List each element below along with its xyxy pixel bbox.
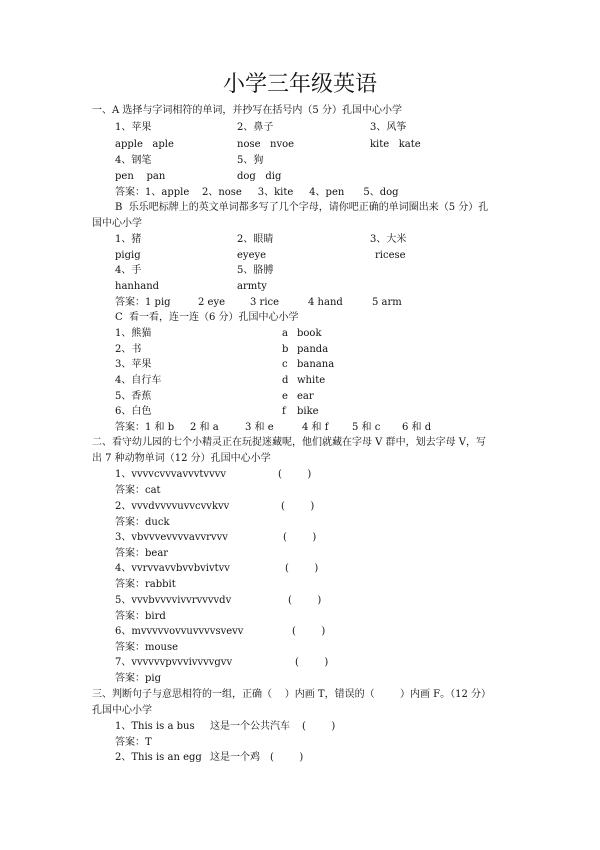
answer-part: 5 和 c — [352, 422, 381, 433]
section-1b-heading-cont: 国中心小学 — [92, 218, 142, 229]
match-right: ear — [297, 391, 314, 402]
match-letter: b — [282, 344, 289, 355]
answer-blank: ( ) — [295, 657, 329, 668]
section-1c-heading: C 看一看，连一连（6 分）孔国中心小学 — [115, 312, 299, 323]
section-3-heading-cont: 孔国中心小学 — [92, 705, 152, 716]
answer-line: 答案：T — [115, 737, 152, 748]
match-right: bike — [297, 406, 319, 417]
answer-line: 答案：1、apple 2、nose 3、kite 4、pen 5、dog — [115, 187, 399, 198]
page-title: 小学三年级英语 — [222, 72, 377, 97]
match-right: banana — [297, 359, 335, 370]
sentence-en: 1、This is a bus — [115, 721, 195, 732]
answer-blank: ( ) — [281, 501, 315, 512]
item-cn: 3、大米 — [370, 234, 407, 245]
answer-line: 答案：duck — [115, 517, 170, 528]
answer-part: 5 arm — [372, 297, 402, 308]
match-right: panda — [297, 344, 329, 355]
item-options: pen pan — [115, 171, 166, 182]
section-2-heading-cont: 出 7 种动物单词（12 分）孔国中心小学 — [92, 453, 271, 464]
item-word: ricese — [375, 250, 406, 261]
sentence-cn: 这是一个公共汽车 — [210, 721, 290, 732]
match-letter: a — [282, 328, 288, 339]
answer-part: 3 rice — [250, 297, 280, 308]
match-right: book — [297, 328, 322, 339]
answer-line: 答案：pig — [115, 673, 162, 684]
answer-line: 答案：rabbit — [115, 579, 176, 590]
question-line: 3、vbvvvevvvvavvrvvv — [115, 532, 228, 543]
question-line: 1、vvvvcvvvavvvtvvvv — [115, 469, 227, 480]
match-left: 4、自行车 — [115, 375, 162, 386]
match-left: 2、书 — [115, 344, 142, 355]
sentence-cn: 这是一个鸡 — [210, 752, 260, 763]
section-3-heading: 三、判断句子与意思相符的一组，正确（ ）内画 T，错误的（ ）内画 F。（12 分） — [92, 689, 492, 700]
item-cn: 5、狗 — [237, 155, 264, 166]
sentence-en: 2、This is an egg — [115, 752, 202, 763]
answer-line: 答案：mouse — [115, 642, 178, 653]
item-options: kite kate — [370, 139, 421, 150]
answer-line: 答案：bird — [115, 611, 166, 622]
item-cn: 5、胳膊 — [237, 265, 274, 276]
match-left: 1、熊猫 — [115, 328, 152, 339]
item-cn: 4、手 — [115, 265, 142, 276]
item-cn: 1、苹果 — [115, 122, 152, 133]
match-letter: c — [282, 359, 288, 370]
match-letter: f — [282, 406, 286, 417]
item-options: nose nvoe — [237, 139, 295, 150]
match-left: 3、苹果 — [115, 359, 152, 370]
answer-part: 2 和 a — [190, 422, 219, 433]
section-1a-heading: 一、A 选择与字词相符的单词，并抄写在括号内（5 分）孔国中心小学 — [92, 105, 402, 116]
question-line: 7、vvvvvvpvvvivvvvgvv — [115, 657, 233, 668]
match-left: 5、香蕉 — [115, 391, 152, 402]
match-right: white — [297, 375, 326, 386]
answer-part: 答案：1 pig — [115, 297, 171, 308]
answer-part: 3 和 e — [245, 422, 274, 433]
item-cn: 2、眼睛 — [237, 234, 274, 245]
item-cn: 4、钢笔 — [115, 155, 152, 166]
item-word: pigig — [115, 250, 141, 261]
question-line: 4、vvrvvavvbvvbvivtvv — [115, 563, 230, 574]
answer-part: 4 hand — [308, 297, 343, 308]
item-options: apple aple — [115, 139, 174, 150]
question-line: 2、vvvdvvvvuvvcvvkvv — [115, 501, 230, 512]
match-letter: d — [282, 375, 289, 386]
item-options: dog dig — [237, 171, 282, 182]
answer-part: 2 eye — [198, 297, 226, 308]
item-word: armty — [237, 281, 267, 292]
answer-blank: ( ) — [288, 595, 322, 606]
answer-blank: ( ) — [278, 469, 312, 480]
answer-blank: ( ) — [292, 626, 326, 637]
section-1b-heading: B 乐乐吧标牌上的英文单词都多写了几个字母，请你吧正确的单词圈出来（5 分）孔 — [115, 202, 489, 213]
item-word: hanhand — [115, 281, 160, 292]
answer-part: 4 和 f — [302, 422, 329, 433]
match-left: 6、白色 — [115, 406, 152, 417]
answer-blank: ( ) — [285, 563, 319, 574]
answer-line: 答案：bear — [115, 548, 169, 559]
question-line: 5、vvvbvvvvivvrvvvvdv — [115, 595, 232, 606]
answer-blank: ( ) — [302, 721, 336, 732]
answer-line: 答案：cat — [115, 485, 161, 496]
item-cn: 3、风筝 — [370, 122, 407, 133]
answer-part: 答案：1 和 b — [115, 422, 175, 433]
answer-blank: ( ) — [270, 752, 304, 763]
item-cn: 1、猪 — [115, 234, 142, 245]
item-cn: 2、鼻子 — [237, 122, 274, 133]
answer-part: 6 和 d — [402, 422, 432, 433]
answer-blank: ( ) — [283, 532, 317, 543]
question-line: 6、mvvvvvovvuvvvvsvevv — [115, 626, 244, 637]
item-word: eyeye — [237, 250, 267, 261]
section-2-heading: 二、看守幼儿园的七个小精灵正在玩捉迷藏呢，他们就藏在字母 V 群中，划去字母 V，写 — [92, 437, 486, 448]
match-letter: e — [282, 391, 288, 402]
